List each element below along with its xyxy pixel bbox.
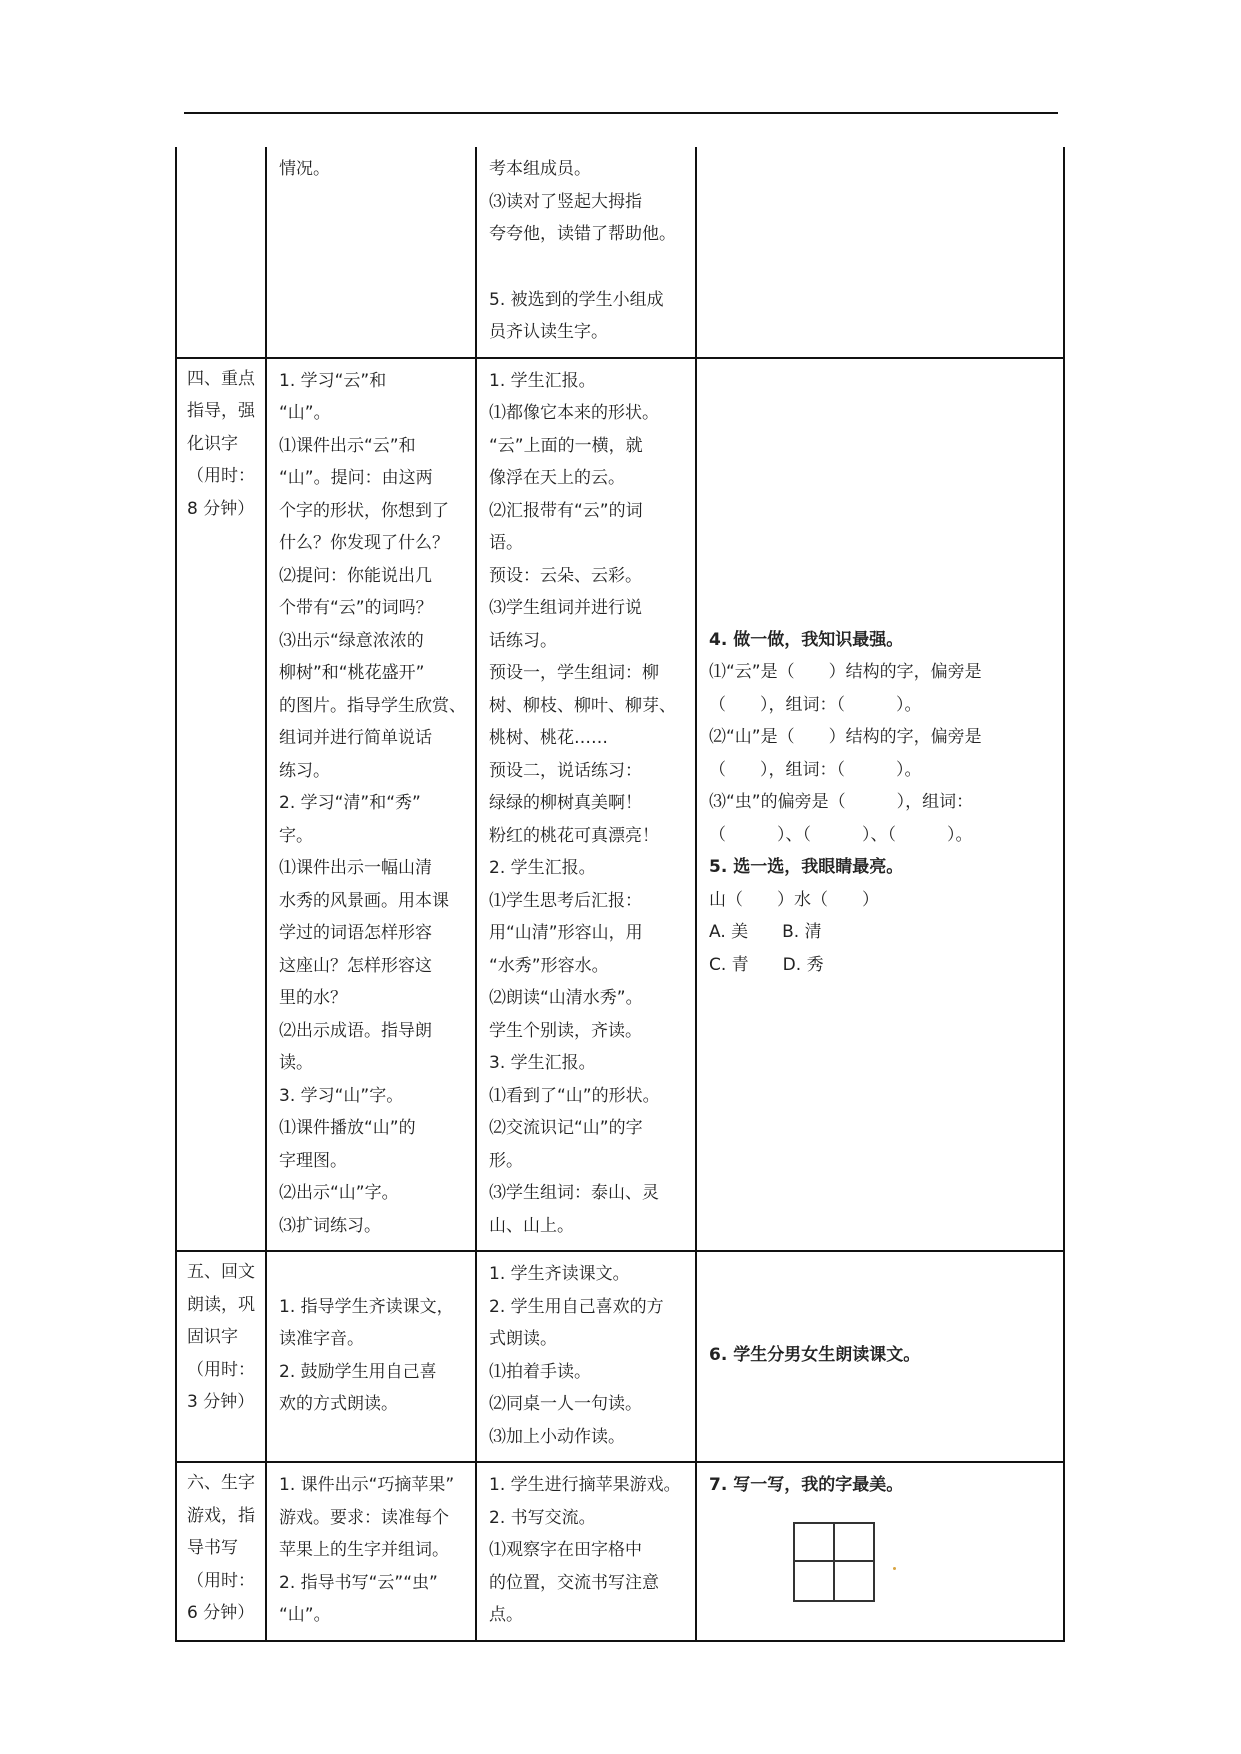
text-line: （ ）、（ ）、（ ）。	[709, 824, 973, 845]
text-line: “山”。提问：由这两	[279, 468, 433, 488]
exercise-heading: 6. 学生分男女生朗读课文。	[709, 1345, 921, 1366]
stage-cell-empty	[176, 147, 266, 358]
text-line: ⑶出示“绿意浓浓的	[279, 630, 424, 651]
text-line: 练习。	[279, 760, 330, 781]
text-line: ⑴观察字在田字格中	[489, 1540, 642, 1560]
text-line: （ ），组词：（ ）。	[709, 759, 922, 780]
text-line: 组词并进行简单说话	[279, 728, 432, 748]
text-line: 1. 指导学生齐读课文，	[279, 1296, 454, 1317]
table-row-stage-4	[176, 358, 1064, 1252]
text-line: 粉红的桃花可真漂亮！	[489, 825, 659, 846]
text-line: ⑶学生组词并进行说	[489, 598, 642, 618]
stage-label-line: 朗读，巩	[187, 1294, 255, 1315]
stage-label-line: 固识字	[187, 1327, 238, 1347]
stage-label-line: 导书写	[187, 1538, 238, 1558]
text-line: ⑴“云”是（ ）结构的字，偏旁是	[709, 662, 982, 682]
text-line: 1. 学生齐读课文。	[489, 1264, 630, 1284]
stage-label-line: 6 分钟）	[187, 1603, 255, 1623]
text-line: 形。	[489, 1150, 523, 1171]
grid-vertical-line	[833, 1524, 835, 1600]
exercise-cell-empty	[696, 147, 1064, 358]
text-line: 2. 学习“清”和“秀”	[279, 793, 421, 813]
text-line: 树、柳枝、柳叶、柳芽、	[489, 695, 676, 716]
text-line: ⑴拍着手读。	[489, 1361, 591, 1382]
text-line: “云”上面的一横，就	[489, 435, 643, 456]
text-line: 山（ ）水（ ）	[709, 889, 879, 910]
exercise-cell	[696, 1251, 1064, 1462]
text-line: 学生个别读，齐读。	[489, 1020, 642, 1041]
text-line: 苹果上的生字并组词。	[279, 1540, 449, 1560]
stage-label-line: 四、重点	[187, 368, 255, 389]
student-activity-cell	[476, 1251, 696, 1462]
text-line: 的位置，交流书写注意	[489, 1572, 659, 1593]
stage-label-line: 五、回文	[187, 1262, 255, 1282]
text-line: 情况。	[279, 159, 330, 179]
text-line: 考本组成员。	[489, 159, 591, 179]
text-line: 员齐认读生字。	[489, 322, 608, 342]
text-line: 3. 学习“山”字。	[279, 1085, 404, 1106]
text-line: 读。	[279, 1053, 313, 1073]
student-activity-cell	[476, 147, 696, 358]
text-line: 学过的词语怎样形容	[279, 923, 432, 943]
table-row-stage-6	[176, 1462, 1064, 1641]
choice-line: C. 青 D. 秀	[709, 954, 824, 975]
text-line: ⑵汇报带有“云”的词	[489, 500, 643, 521]
text-line: ⑴课件出示“云”和	[279, 435, 416, 456]
text-line: 字理图。	[279, 1150, 347, 1171]
text-line: “山”。	[279, 1605, 331, 1625]
stage-label-line: 游戏，指	[187, 1505, 255, 1526]
grid-horizontal-line	[795, 1560, 873, 1562]
text-line: 用“山清”形容山，用	[489, 923, 643, 943]
text-line: 1. 学生汇报。	[489, 370, 596, 391]
exercise-heading: 7. 写一写，我的字最美。	[709, 1475, 904, 1495]
text-line: 的图片。指导学生欣赏、	[279, 695, 466, 716]
text-line: 里的水？	[279, 988, 347, 1008]
text-line: ⑵交流识记“山”的字	[489, 1118, 643, 1138]
text-line: 语。	[489, 533, 523, 553]
text-line: 绿绿的柳树真美啊！	[489, 793, 642, 813]
stage-label-line: 六、生字	[187, 1473, 255, 1493]
stage-label-line: 8 分钟）	[187, 498, 255, 519]
text-line: ⑵同桌一人一句读。	[489, 1394, 642, 1414]
text-line: ⑶读对了竖起大拇指	[489, 191, 642, 212]
exercise-cell	[696, 1462, 1064, 1641]
text-line: 山、山上。	[489, 1215, 574, 1236]
teacher-activity-cell	[266, 1462, 476, 1641]
text-line: 预设一，学生组词：柳	[489, 663, 659, 683]
text-line: ⑵“山”是（ ）结构的字，偏旁是	[709, 727, 982, 747]
text-line: （ ），组词：（ ）。	[709, 694, 922, 715]
exercise-cell	[696, 358, 1064, 1252]
text-line: 个带有“云”的词吗？	[279, 598, 433, 618]
text-line: 这座山？怎样形容这	[279, 955, 432, 976]
text-line: ⑴课件播放“山”的	[279, 1118, 416, 1138]
text-line: 2. 鼓励学生用自己喜	[279, 1361, 437, 1382]
text-line: ⑴看到了“山”的形状。	[489, 1085, 660, 1106]
stage-cell	[176, 1462, 266, 1641]
text-line: 个字的形状，你想到了	[279, 500, 449, 521]
text-line: 式朗读。	[489, 1329, 557, 1349]
stage-label-line: 3 分钟）	[187, 1392, 255, 1412]
text-line: ⑵出示成语。指导朗	[279, 1020, 432, 1041]
choice-line: A. 美 B. 清	[709, 922, 822, 942]
text-line: 点。	[489, 1605, 523, 1625]
text-line: 2. 学生汇报。	[489, 858, 596, 878]
text-line: “山”。	[279, 403, 331, 423]
text-line: ⑴课件出示一幅山清	[279, 858, 432, 878]
text-line: 1. 学习“云”和	[279, 370, 387, 391]
text-line: 水秀的风景画。用本课	[279, 890, 449, 911]
text-line: 话练习。	[489, 630, 557, 651]
text-line: 夸夸他，读错了帮助他。	[489, 224, 676, 244]
text-line: 5. 被选到的学生小组成	[489, 289, 664, 310]
text-line: 1. 课件出示“巧摘苹果”	[279, 1475, 455, 1495]
exercise-heading: 4. 做一做，我知识最强。	[709, 629, 904, 650]
text-line: 柳树”和“桃花盛开”	[279, 663, 425, 683]
text-line: 什么？你发现了什么？	[279, 533, 449, 553]
exercise-heading: 5. 选一选，我眼睛最亮。	[709, 857, 904, 877]
stage-label-line: （用时：	[187, 1570, 255, 1591]
student-activity-cell	[476, 1462, 696, 1641]
table-row-stage-5	[176, 1251, 1064, 1462]
teacher-activity-cell	[266, 147, 476, 358]
stage-label-line: 化识字	[187, 433, 238, 454]
text-line: 字。	[279, 825, 313, 846]
teacher-activity-cell	[266, 358, 476, 1252]
text-line: 预设二，说话练习：	[489, 760, 642, 781]
stage-cell	[176, 1251, 266, 1462]
text-line: ⑵出示“山”字。	[279, 1183, 399, 1203]
text-line: ⑴学生思考后汇报：	[489, 890, 642, 911]
text-line: 欢的方式朗读。	[279, 1394, 398, 1414]
text-line: 3. 学生汇报。	[489, 1053, 596, 1073]
text-line: 2. 书写交流。	[489, 1507, 596, 1528]
lesson-plan-table	[175, 147, 1065, 1642]
text-line: ⑶“虫”的偏旁是（ ），组词：	[709, 792, 974, 812]
text-line: ⑴都像它本来的形状。	[489, 403, 659, 423]
text-line: 桃树、桃花……	[489, 728, 608, 748]
text-line: 2. 指导书写“云”“虫”	[279, 1572, 438, 1593]
stage-cell	[176, 358, 266, 1252]
text-line: 预设：云朵、云彩。	[489, 565, 642, 586]
text-line: 1. 学生进行摘苹果游戏。	[489, 1475, 681, 1495]
text-line: 像浮在天上的云。	[489, 468, 625, 488]
teacher-activity-cell	[266, 1251, 476, 1462]
text-line: “水秀”形容水。	[489, 955, 609, 976]
stage-label-line: （用时：	[187, 1359, 255, 1380]
text-line: 2. 学生用自己喜欢的方	[489, 1296, 664, 1317]
text-line: 游戏。要求：读准每个	[279, 1507, 449, 1528]
header-rule	[184, 112, 1058, 114]
text-line: ⑶学生组词：泰山、灵	[489, 1183, 659, 1203]
tian-zi-ge-grid	[793, 1522, 875, 1602]
stray-mark	[893, 1567, 896, 1570]
text-line: 读准字音。	[279, 1329, 364, 1349]
student-activity-cell	[476, 358, 696, 1252]
stage-label-line: 指导，强	[187, 401, 255, 421]
text-line: ⑵朗读“山清水秀”。	[489, 988, 643, 1008]
table-row-continued	[176, 147, 1064, 358]
text-line: ⑵提问：你能说出几	[279, 565, 432, 586]
text-line: ⑶加上小动作读。	[489, 1426, 625, 1447]
text-line: ⑶扩词练习。	[279, 1215, 381, 1236]
stage-label-line: （用时：	[187, 466, 255, 486]
